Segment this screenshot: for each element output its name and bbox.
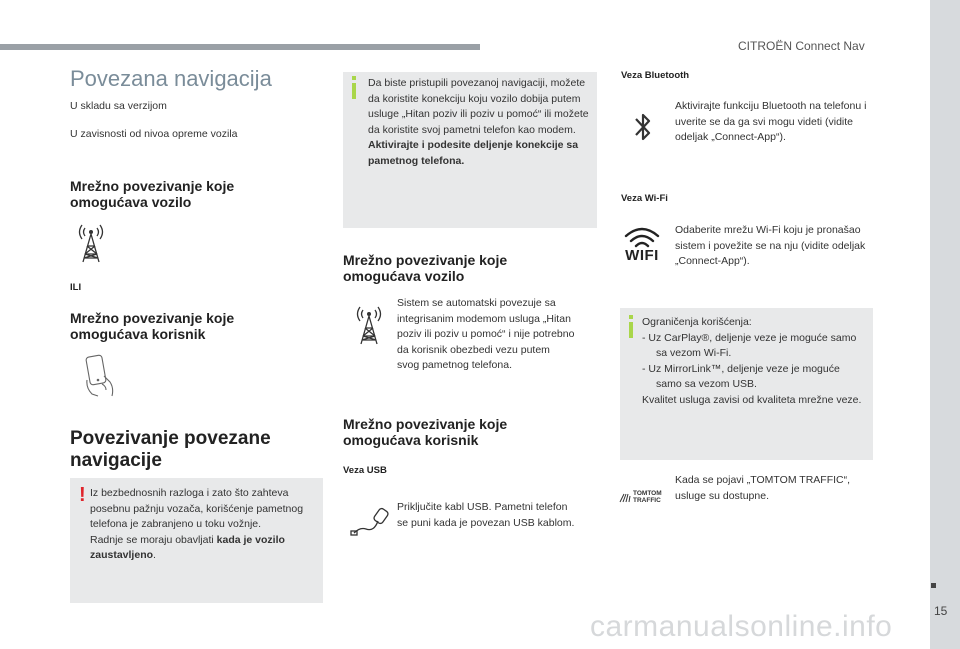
- bluetooth-text: Aktivirajte funkciju Bluetooth na telefonu i uverite se da ga svi mogu videti (vidite odeljak „Connect-App“).: [675, 100, 867, 143]
- warning-line: Iz bezbednosnih razloga i zato što zahteva posebnu pažnju vozača, korišćenje pametnog telefona je zabranjeno u toku vožnje.: [90, 487, 304, 530]
- equipment-note: U zavisnosti od nivoa opreme vozila: [70, 128, 238, 140]
- top-rule: [0, 44, 480, 50]
- connected-navigation-heading: Povezivanje povezane navigacije: [70, 428, 271, 471]
- usb-text: Priključite kabl USB. Pametni telefon se puni kada je povezan USB kablom.: [397, 501, 575, 529]
- warning-box: [70, 478, 323, 603]
- info-box: [343, 72, 597, 228]
- smartphone-hand-icon: [84, 354, 118, 398]
- page-number: 15: [934, 604, 948, 618]
- user-connection-heading: Mrežno povezivanje koje omogućava korisnik: [70, 310, 235, 342]
- tomtom-logo-line1: TOMTOM: [633, 490, 662, 497]
- info-icon-2: [628, 315, 634, 344]
- vehicle-connection-heading: Mrežno povezivanje koje omogućava vozilo: [70, 178, 235, 210]
- limitations-title: Ograničenja korišćenja:: [642, 316, 752, 328]
- info-bold: Aktivirajte i podesite deljenje konekcije sa pametnog telefona.: [368, 139, 579, 167]
- warning-bold: kada je vozilo zaustavljeno: [90, 533, 285, 561]
- info-text: Da biste pristupili povezanoj navigaciji, možete da koristite konekciju koju vozilo dobija putem usluge „Hitan poziv ili poziv u pomoć“ ili možete da koristite svoj pametni telefon kao modem.: [368, 77, 589, 136]
- usb-label: Veza USB: [343, 465, 387, 476]
- limitations-box: [620, 308, 873, 460]
- tomtom-logo-line2: TRAFFIC: [633, 497, 661, 504]
- page-marker: [931, 583, 936, 588]
- antenna-icon: [74, 222, 108, 264]
- warning-icon: !: [79, 484, 86, 506]
- version-note: U skladu sa verzijom: [70, 100, 167, 112]
- brand-header: CITROËN Connect Nav: [738, 39, 865, 53]
- wifi-label: Veza Wi-Fi: [621, 193, 668, 204]
- warning-suffix: .: [153, 549, 156, 561]
- limitations-item-mirrorlink: - Uz MirrorLink™, deljenje veze je moguće samo sa vezom USB.: [642, 362, 840, 390]
- antenna-icon-2: [352, 304, 386, 346]
- or-label: ILI: [70, 282, 82, 293]
- bluetooth-icon: [632, 110, 654, 144]
- wifi-text: Odaberite mrežu Wi-Fi koju je pronašao sistem i povežite se na nju (vidite odeljak „Connect-App“).: [675, 224, 866, 267]
- info-icon: [351, 76, 355, 96]
- vehicle-connection-text: Sistem se automatski povezuje sa integrisanim modemom usluga „Hitan poziv ili poziv u pomoć“ i nije potrebno da korisnik obezbedi vezu putem svog pametnog telefona.: [397, 297, 575, 371]
- user-connection-heading-2: Mrežno povezivanje koje omogućava korisnik: [343, 416, 508, 448]
- page-sidebar: [930, 0, 960, 649]
- warning-prefix: Radnje se moraju obavljati: [90, 533, 217, 546]
- tomtom-text: Kada se pojavi „TOMTOM TRAFFIC“, usluge su dostupne.: [675, 474, 851, 502]
- wifi-icon-text: WIFI: [625, 247, 659, 264]
- watermark: carmanualsonline.info: [590, 610, 893, 643]
- page-title: Povezana navigacija: [70, 66, 272, 91]
- wifi-icon: [620, 226, 664, 270]
- vehicle-connection-heading-2: Mrežno povezivanje koje omogućava vozilo: [343, 252, 508, 284]
- limitations-footer: Kvalitet usluga zavisi od kvaliteta mrežne veze.: [642, 393, 862, 406]
- usb-cable-icon: [350, 505, 390, 537]
- warning-text: [90, 486, 318, 564]
- tomtom-traffic-logo: [619, 490, 665, 510]
- limitations-item-carplay: - Uz CarPlay®, deljenje veze je moguće samo sa vezom Wi-Fi.: [642, 331, 857, 359]
- bluetooth-label: Veza Bluetooth: [621, 70, 690, 81]
